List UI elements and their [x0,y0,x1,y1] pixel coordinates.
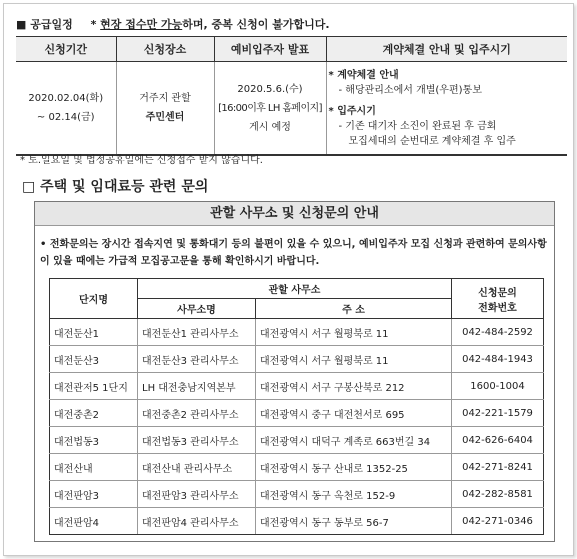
header-announcement: 예비입주자 발표 [214,37,326,62]
phone-cell: 042-484-2592 [452,319,544,346]
office-rows [50,319,544,535]
header-phone: 신청문의 전화번호 [452,279,544,319]
office-name-cell: 대전중촌2 관리사무소 [138,400,256,427]
phone-cell: 1600-1004 [452,373,544,400]
address-cell: 대전광역시 동구 동부로 56-7 [256,508,452,535]
phone-cell: 042-484-1943 [452,346,544,373]
table-row [50,481,544,508]
address-cell: 대전광역시 서구 구봉산북로 212 [256,373,452,400]
office-name-cell: 대전판암4 관리사무소 [138,508,256,535]
complex-cell: 대전판암3 [50,481,138,508]
place-cell: 거주지 관할 주민센터 [116,62,214,156]
phone-inquiry-notice: • 전화문의는 장시간 접속지연 및 통화대기 등의 불편이 있을 수 있으니, 예비입주자 모집 신청과 관련하여 문의사항이 있을 때에는 가급적 모집공고문을 통해 확인하시기 바랍니다. [40,239,547,267]
address-cell: 대전광역시 서구 월평북로 11 [256,346,452,373]
phone-cell: 042-221-1579 [452,400,544,427]
complex-cell: 대전산내 [50,454,138,481]
office-name-cell: 대전법동3 관리사무소 [138,427,256,454]
onsite-only-notice: * 현장 접수만 가능하며, 중복 신청이 불가합니다. [90,18,330,31]
office-name-cell: 대전둔산3 관리사무소 [138,346,256,373]
period-cell: 2020.02.04(화) ~ 02.14(금) [16,62,116,156]
schedule-row [16,62,567,156]
complex-cell: 대전법동3 [50,427,138,454]
address-cell: 대전광역시 중구 대전천서로 695 [256,400,452,427]
schedule-table [16,36,567,156]
address-cell: 대전광역시 대덕구 계족로 663번길 34 [256,427,452,454]
header-office-group: 관할 사무소 [138,279,452,299]
complex-cell: 대전둔산1 [50,319,138,346]
header-place: 신청장소 [116,37,214,62]
table-row [50,454,544,481]
complex-cell: 대전둔산3 [50,346,138,373]
document-frame [3,3,574,556]
table-row [50,427,544,454]
phone-cell: 042-271-0346 [452,508,544,535]
phone-cell: 042-271-8241 [452,454,544,481]
supply-schedule-heading [16,16,330,32]
address-cell: 대전광역시 동구 옥천로 152-9 [256,481,452,508]
table-row [50,400,544,427]
onsite-only-underline: 현장 접수만 가능 [100,18,183,31]
inquiry-heading: □ 주택 및 임대료등 관련 문의 [22,179,209,195]
table-row [50,508,544,535]
complex-cell: 대전관저5 1단지 [50,373,138,400]
office-name-cell: 대전산내 관리사무소 [138,454,256,481]
header-contract: 계약체결 안내 및 입주시기 [326,37,567,62]
header-period: 신청기간 [16,37,116,62]
office-table [49,278,544,535]
table-row [50,319,544,346]
header-address: 주 소 [256,299,452,319]
header-complex: 단지명 [50,279,138,319]
office-info-box [34,201,555,542]
schedule-header-row [16,37,567,62]
address-cell: 대전광역시 서구 월평북로 11 [256,319,452,346]
office-name-cell: 대전판암3 관리사무소 [138,481,256,508]
table-row [50,373,544,400]
table-row [50,346,544,373]
office-name-cell: 대전둔산1 관리사무소 [138,319,256,346]
announcement-cell: 2020.5.6.(수) [16:00이후 LH 홈페이지] 게시 예정 [214,62,326,156]
complex-cell: 대전판암4 [50,508,138,535]
address-cell: 대전광역시 동구 산내로 1352-25 [256,454,452,481]
phone-cell: 042-282-8581 [452,481,544,508]
complex-cell: 대전중촌2 [50,400,138,427]
heading-text: ■ 공급일정 [16,18,73,31]
header-office-name: 사무소명 [138,299,256,319]
holiday-footnote: * 토.일요일 및 법정공휴일에는 신청접수 받지 않습니다. [20,155,263,166]
contract-cell: * 계약체결 안내 - 해당관리소에서 개별(우편)통보 * 입주시기 - 기존 대기자 소진이 완료된 후 금회 모집세대의 순번대로 계약체결 후 입주 [326,62,567,156]
office-info-title: 관할 사무소 및 신청문의 안내 [35,202,554,226]
office-name-cell: LH 대전충남지역본부 [138,373,256,400]
phone-cell: 042-626-6404 [452,427,544,454]
